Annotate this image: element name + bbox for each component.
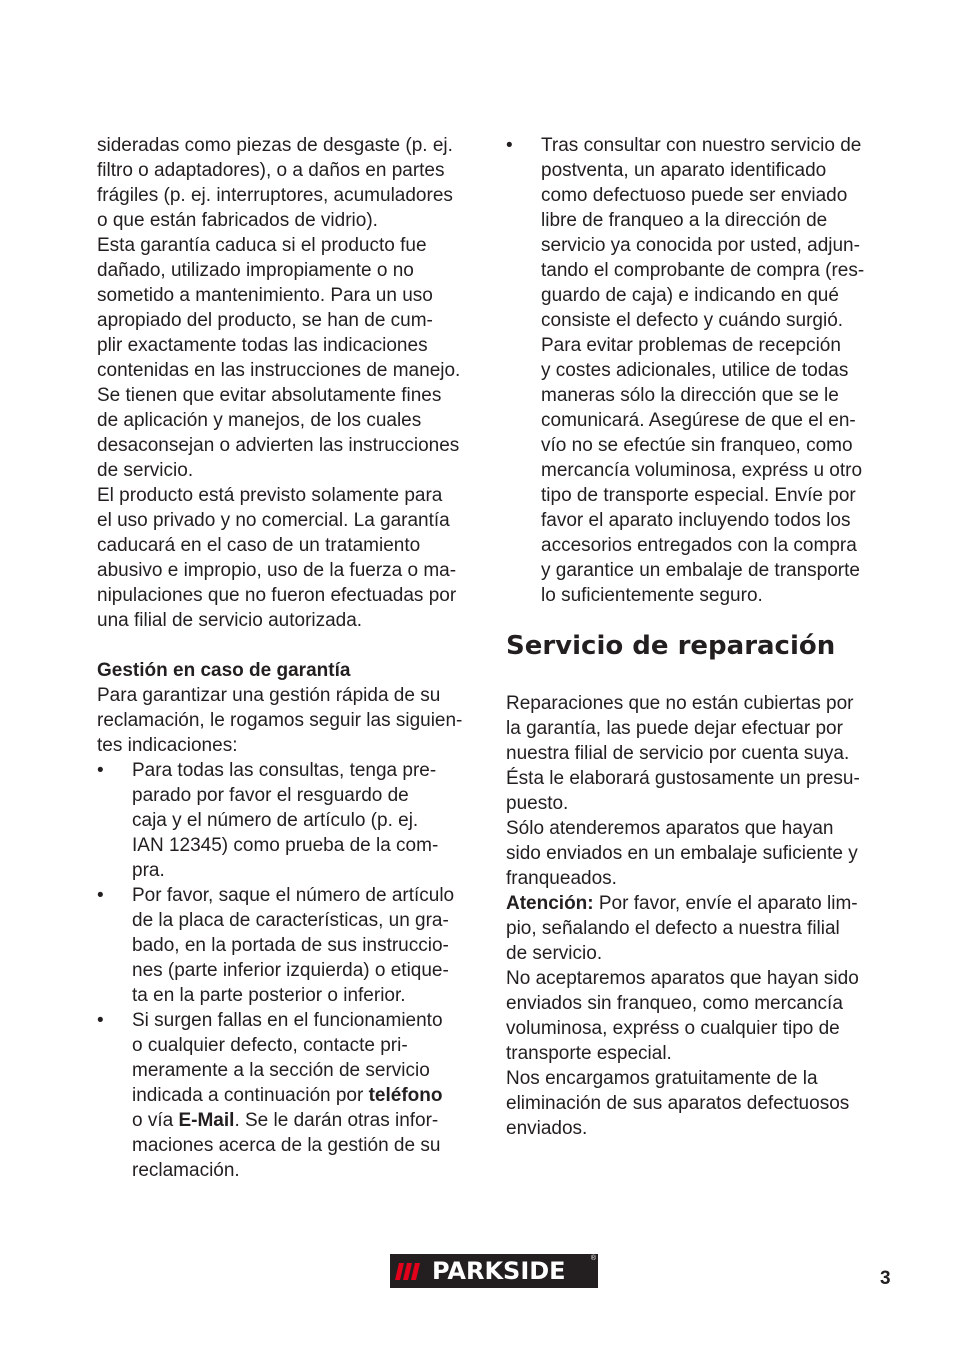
text-line: como defectuoso puede ser enviado <box>541 185 848 206</box>
text-line: tando el comprobante de compra (res- <box>541 260 865 281</box>
text-line: plir exactamente todas las indicaciones <box>97 335 428 356</box>
text-segment: o vía <box>132 1110 179 1131</box>
text-line: dañado, utilizado impropiamente o no <box>97 260 414 281</box>
repair-service-heading: Servicio de reparación <box>506 631 836 661</box>
bullet-item-receipt <box>97 758 487 883</box>
text-line: sideradas como piezas de desgaste (p. ej. <box>97 135 453 156</box>
text-line: nuestra filial de servicio por cuenta suya. <box>506 743 850 764</box>
text-line: vío no se efectúe sin franqueo, como <box>541 435 853 456</box>
text-line: Tras consultar con nuestro servicio de <box>541 135 862 156</box>
text-line: pra. <box>132 860 165 881</box>
text-line: guardo de caja) e indicando en qué <box>541 285 839 306</box>
repair-service-text <box>506 691 896 1141</box>
text-line: nes (parte inferior izquierda) o etique- <box>132 960 449 981</box>
text-line: de aplicación y manejos, de los cuales <box>97 410 422 431</box>
text-line: favor el aparato incluyendo todos los <box>541 510 851 531</box>
text-line: Esta garantía caduca si el producto fue <box>97 235 427 256</box>
text-line: libre de franqueo a la dirección de <box>541 210 828 231</box>
text-line: transporte especial. <box>506 1043 672 1064</box>
text-line: abusivo e impropio, uso de la fuerza o ma- <box>97 560 457 581</box>
bullet-icon: • <box>97 760 104 781</box>
text-line: Para garantizar una gestión rápida de su <box>97 685 441 706</box>
text-line: o que están fabricados de vidrio). <box>97 210 378 231</box>
text-line: servicio ya conocida por usted, adjun- <box>541 235 860 256</box>
text-line: una filial de servicio autorizada. <box>97 610 363 631</box>
text-line: No aceptaremos aparatos que hayan sido <box>506 968 859 989</box>
text-line: ta en la parte posterior o inferior. <box>132 985 406 1006</box>
text-line: contenidas en las instrucciones de manejo. <box>97 360 461 381</box>
text-line: eliminación de sus aparatos defectuosos <box>506 1093 850 1114</box>
registered-mark: ® <box>590 1255 596 1262</box>
intro-text <box>97 133 487 633</box>
bullet-item-contact <box>97 1008 487 1183</box>
text-line: maneras sólo la dirección que se le <box>541 385 839 406</box>
text-line: o cualquier defecto, contacte pri- <box>132 1035 408 1056</box>
warranty-procedure-subheading: Gestión en caso de garantía <box>97 660 351 681</box>
text-line: IAN 12345) como prueba de la com- <box>132 835 439 856</box>
text-line: el uso privado y no comercial. La garantía <box>97 510 450 531</box>
text-line: comunicará. Asegúrese de que el en- <box>541 410 856 431</box>
text-line: Sólo atenderemos aparatos que hayan <box>506 818 834 839</box>
text-line: nipulaciones que no fueron efectuadas por <box>97 585 457 606</box>
text-line: enviados sin franqueo, como mercancía <box>506 993 843 1014</box>
warranty-procedure-intro <box>97 683 487 758</box>
text-line: sido enviados en un embalaje suficiente y <box>506 843 858 864</box>
text-line: enviados. <box>506 1118 588 1139</box>
text-line: Por favor, saque el número de artículo <box>132 885 455 906</box>
text-line: Para todas las consultas, tenga pre- <box>132 760 437 781</box>
text-line: de la placa de características, un gra- <box>132 910 449 931</box>
text-line: caja y el número de artículo (p. ej. <box>132 810 419 831</box>
text-line: y garantice un embalaje de transporte <box>541 560 860 581</box>
text-line: de servicio. <box>97 460 194 481</box>
text-line: puesto. <box>506 793 569 814</box>
text-line: maciones acerca de la gestión de su <box>132 1135 441 1156</box>
text-line: reclamación, le rogamos seguir las siguien- <box>97 710 463 731</box>
text-line: desaconsejan o advierten las instrucciones <box>97 435 460 456</box>
text-segment: indicada a continuación por <box>132 1085 369 1106</box>
page-number: 3 <box>880 1268 891 1289</box>
text-line <box>132 1083 487 1108</box>
text-line: filtro o adaptadores), o a daños en partes <box>97 160 445 181</box>
bullet-item-article-number <box>97 883 487 1008</box>
text-line <box>132 1108 487 1133</box>
text-line: caducará en el caso de un tratamiento <box>97 535 421 556</box>
text-line: El producto está previsto solamente para <box>97 485 443 506</box>
text-line: sometido a mantenimiento. Para un uso <box>97 285 433 306</box>
text-line: y costes adicionales, utilice de todas <box>541 360 849 381</box>
bullet-item-shipping <box>506 133 896 608</box>
text-line: lo suficientemente seguro. <box>541 585 763 606</box>
text-line: frágiles (p. ej. interruptores, acumuladores <box>97 185 453 206</box>
bullet-icon: • <box>97 1010 104 1031</box>
text-line: parado por favor el resguardo de <box>132 785 409 806</box>
text-line: consiste el defecto y cuándo surgió. <box>541 310 844 331</box>
text-segment: Por favor, envíe el aparato lim- <box>593 893 858 914</box>
logo-stripes-icon <box>390 1254 430 1288</box>
text-line: voluminosa, expréss o cualquier tipo de <box>506 1018 840 1039</box>
text-line: Si surgen fallas en el funcionamiento <box>132 1010 443 1031</box>
text-line: accesorios entregados con la compra <box>541 535 857 556</box>
text-line: Ésta le elaborará gustosamente un presu- <box>506 768 860 789</box>
logo-wordmark: PARKSIDE <box>432 1257 566 1285</box>
text-line: Reparaciones que no están cubiertas por <box>506 693 854 714</box>
text-line <box>506 891 896 916</box>
text-line: bado, en la portada de sus instruccio- <box>132 935 449 956</box>
text-line: Para evitar problemas de recepción <box>541 335 841 356</box>
text-line: Se tienen que evitar absolutamente fines <box>97 385 442 406</box>
phone-emphasis: teléfono <box>368 1085 443 1106</box>
text-line: franqueados. <box>506 868 617 889</box>
text-line: pio, señalando el defecto a nuestra filial <box>506 918 840 939</box>
text-line: reclamación. <box>132 1160 240 1181</box>
bullet-icon: • <box>97 885 104 906</box>
text-line: tipo de transporte especial. Envíe por <box>541 485 856 506</box>
left-column <box>97 133 487 1183</box>
text-line: Nos encargamos gratuitamente de la <box>506 1068 818 1089</box>
right-column <box>506 133 896 1141</box>
bullet-icon: • <box>506 135 513 156</box>
text-line: meramente a la sección de servicio <box>132 1060 430 1081</box>
attention-label: Atención: <box>506 893 594 914</box>
text-line: apropiado del producto, se han de cum- <box>97 310 433 331</box>
text-line: de servicio. <box>506 943 603 964</box>
text-line: la garantía, las puede dejar efectuar por <box>506 718 843 739</box>
text-line: postventa, un aparato identificado <box>541 160 827 181</box>
text-segment: . Se le darán otras infor- <box>234 1110 439 1131</box>
email-emphasis: E-Mail <box>178 1110 235 1131</box>
text-line: mercancía voluminosa, expréss u otro <box>541 460 863 481</box>
parkside-logo <box>390 1254 598 1288</box>
text-line: tes indicaciones: <box>97 735 238 756</box>
